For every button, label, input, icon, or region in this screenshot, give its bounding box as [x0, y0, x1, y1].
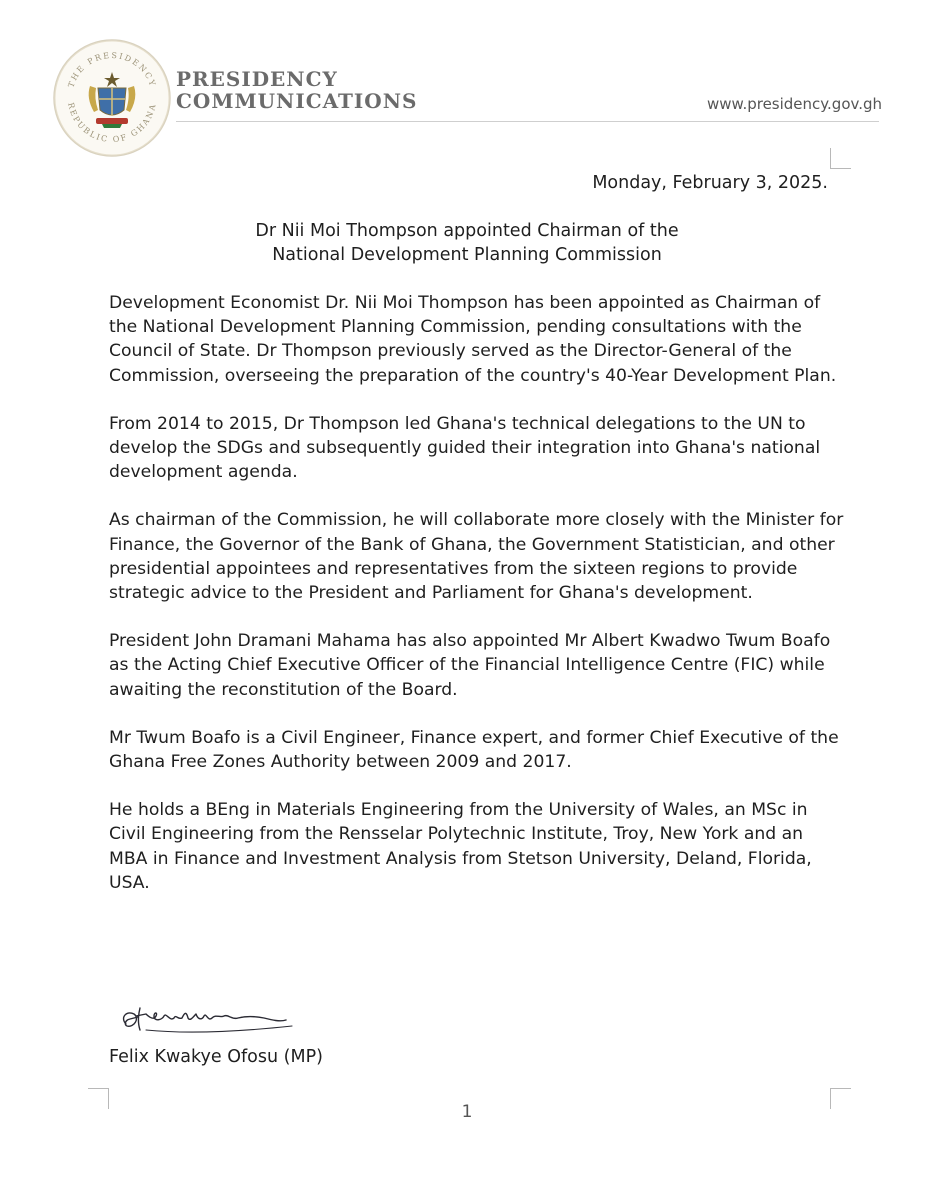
paragraph: Development Economist Dr. Nii Moi Thompson has been appointed as Chairman of the National Development Planning Commission, pending consultations with the Council of State. Dr Thompson previously served as the Director-General of the Commission, overseeing the preparation of the country's 40-Year Development Plan. [109, 293, 837, 386]
header-divider [176, 121, 879, 122]
paragraph: He holds a BEng in Materials Engineering from the University of Wales, an MSc in Civil Engineering from the Rensselar Polytechnic Institute, Troy, New York and an MBA in Finance and Investment Analysis from Stetson University, Deland, Florida, USA. [109, 800, 812, 893]
paragraph: From 2014 to 2015, Dr Thompson led Ghana's technical delegations to the UN to develop the SDGs and subsequently guided their integration into Ghana's national development agenda. [109, 413, 821, 483]
svg-text:REPUBLIC OF GHANA: REPUBLIC OF GHANA [66, 101, 158, 145]
org-line-2: COMMUNICATIONS [176, 89, 418, 113]
website-url: www.presidency.gov.gh [707, 95, 882, 113]
svg-text:THE PRESIDENCY: THE PRESIDENCY [66, 50, 158, 89]
signer-name: Felix Kwakye Ofosu (MP) [109, 1047, 323, 1067]
headline-line-1: Dr Nii Moi Thompson appointed Chairman of the [255, 221, 679, 241]
document-date: Monday, February 3, 2025. [592, 173, 828, 193]
paragraph: President John Dramani Mahama has also appointed Mr Albert Kwadwo Twum Boafo as the Acting Chief Executive Officer of the Financial Intelligence Centre (FIC) while awaiting the reconstitution of the Board. [109, 631, 831, 700]
organization-name [176, 68, 417, 112]
handwritten-signature [116, 1000, 306, 1040]
corner-mark-top-right [830, 148, 851, 169]
headline [0, 219, 934, 267]
paragraph: Mr Twum Boafo is a Civil Engineer, Finance expert, and former Chief Executive of the Ghana Free Zones Authority between 2009 and 2017. [109, 727, 839, 773]
org-line-1: PRESIDENCY [176, 67, 338, 91]
body-text [109, 291, 845, 919]
paragraph: As chairman of the Commission, he will collaborate more closely with the Minister for Finance, the Governor of the Bank of Ghana, the Government Statistician, and other presidential appointees and representatives from the sixteen regions to provide strategic advice to the President and Parliament for Ghana's development. [109, 510, 844, 604]
presidency-seal [50, 36, 174, 160]
headline-line-2: National Development Planning Commission [272, 245, 662, 265]
page-number: 1 [461, 1102, 473, 1122]
